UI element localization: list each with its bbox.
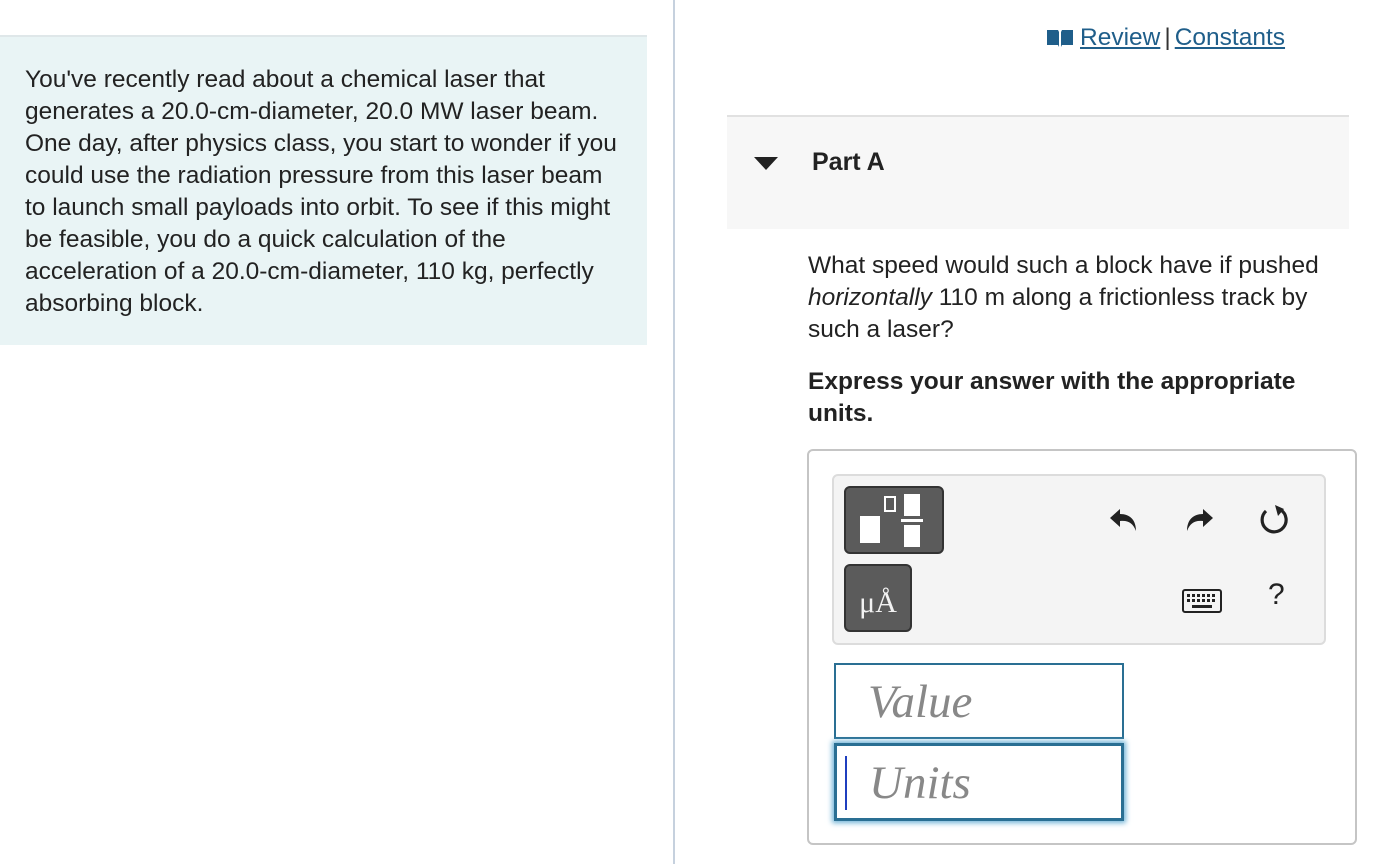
redo-icon[interactable] bbox=[1183, 503, 1215, 540]
units-placeholder: Units bbox=[869, 757, 971, 809]
units-button[interactable]: μÅ bbox=[844, 564, 912, 632]
question-text-after: 110 m along a frictionless track by such a laser? bbox=[808, 284, 1308, 343]
keyboard-icon[interactable] bbox=[1182, 589, 1222, 618]
constants-link[interactable]: Constants bbox=[1174, 24, 1286, 51]
part-title: Part A bbox=[812, 148, 885, 176]
book-icon bbox=[1046, 25, 1074, 57]
answer-box bbox=[807, 449, 1357, 845]
question-emphasis: horizontally bbox=[808, 284, 932, 311]
undo-icon[interactable] bbox=[1108, 503, 1140, 540]
panel-divider bbox=[673, 0, 675, 864]
caret-down-icon[interactable] bbox=[754, 157, 778, 176]
problem-intro-panel bbox=[0, 35, 647, 345]
fraction-template-button[interactable] bbox=[844, 486, 944, 554]
review-link[interactable]: Review bbox=[1080, 24, 1161, 51]
header-links bbox=[1046, 22, 1285, 57]
reset-icon[interactable] bbox=[1257, 503, 1291, 542]
question-text-before: What speed would such a block have if pushed bbox=[808, 252, 1319, 279]
help-button[interactable]: ? bbox=[1268, 578, 1285, 611]
text-cursor bbox=[845, 756, 847, 810]
question-text bbox=[808, 250, 1353, 346]
part-a-header[interactable] bbox=[727, 115, 1349, 229]
value-input[interactable]: Value bbox=[834, 663, 1124, 739]
link-separator: | bbox=[1164, 24, 1171, 51]
math-toolbar bbox=[832, 474, 1326, 645]
units-input[interactable] bbox=[834, 743, 1124, 821]
answer-instruction: Express your answer with the appropriate units. bbox=[808, 368, 1296, 427]
problem-intro-text: You've recently read about a chemical laser that generates a 20.0-cm-diameter, 20.0 MW laser beam. One day, after physics class, you start to wonder if you could use the radiation pressure from this laser beam to launch small payloads into orbit. To see if this might be feasible, you do a quick calculation of the acceleration of a 20.0-cm-diameter, 110 kg, perfectly absorbing block. bbox=[25, 66, 617, 317]
